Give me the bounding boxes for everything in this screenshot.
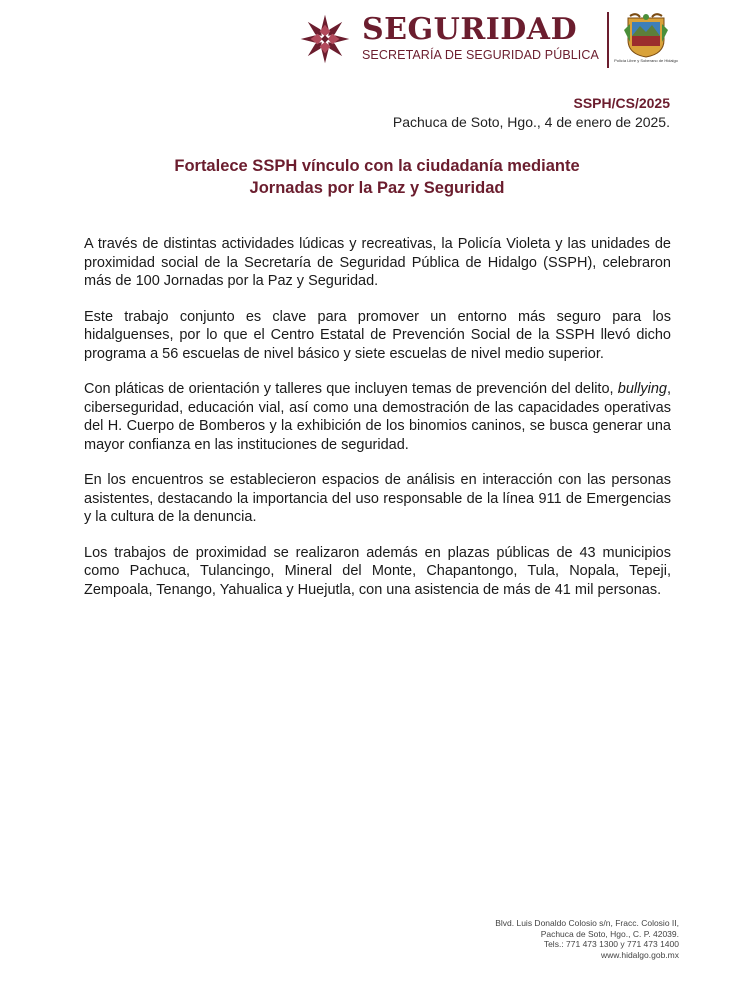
headline: [84, 155, 670, 199]
footer-line-2: Pachuca de Soto, Hgo., C. P. 42039.: [540, 928, 679, 939]
paragraph-2: Este trabajo conjunto es clave para promover un entorno más seguro para los hidalguenses, por lo que el Centro Estatal de Prevención Social de la SSPH llevó dicho programa a 56 escuelas de nivel básico y siete escuelas de nivel medio superior.: [84, 308, 671, 362]
document-reference: SSPH/CS/2025: [573, 95, 670, 111]
header-divider: [607, 12, 609, 68]
seguridad-star-logo-icon: [298, 12, 352, 66]
footer-address: [495, 918, 679, 960]
paragraph-4: En los encuentros se establecieron espacios de análisis en interacción con las personas asistentes, destacando la importancia del uso responsable de la línea 911 de Emergencias y la cultura de la denuncia.: [84, 472, 671, 525]
dateline: Pachuca de Soto, Hgo., 4 de enero de 2025.: [392, 114, 670, 130]
shield-caption: Policía Libre y Soberano de Hidalgo: [614, 58, 678, 63]
footer-line-3: Tels.: 771 473 1300 y 771 473 1400: [543, 939, 679, 949]
paragraph-1: A través de distintas actividades lúdicas y recreativas, la Policía Violeta y las unidades de proximidad social de la Secretaría de Seguridad Pública de Hidalgo (SSPH), celebraron más de 100 Jornadas por la Paz y Seguridad.: [84, 236, 671, 289]
paragraph-3-end: , ciberseguridad, educación vial, así como una demostración de las capacidades operativas del H. Cuerpo de Bomberos y la exhibición de los binomios caninos, se busca generar una mayor confianza en las instituciones de seguridad.: [84, 381, 671, 453]
headline-line-1: Fortalece SSPH vínculo con la ciudadanía mediante: [174, 157, 580, 175]
paragraph-5: Los trabajos de proximidad se realizaron además en plazas públicas de 43 municipios como Pachuca, Tulancingo, Mineral del Monte, Chapantongo, Tula, Nopala, Tepeji, Zempoala, Tenango, Yahualica y Huejutla, con una asistencia de más de 41 mil personas.: [84, 544, 671, 598]
headline-line-2: Jornadas por la Paz y Seguridad: [249, 179, 505, 197]
brand-title: SEGURIDAD: [362, 12, 578, 47]
paragraph-3-start: Con pláticas de orientación y talleres que incluyen temas de prevención del delito,: [84, 381, 618, 397]
article-body: [84, 235, 671, 616]
footer-line-1: Blvd. Luis Donaldo Colosio s/n, Fracc. Colosio II,: [495, 918, 679, 928]
paragraph-3: [84, 380, 671, 454]
hidalgo-coat-of-arms-icon: [622, 12, 670, 58]
footer-website: www.hidalgo.gob.mx: [601, 949, 679, 960]
letterhead: [0, 0, 749, 80]
brand-subtitle: SECRETARÍA DE SEGURIDAD PÚBLICA: [362, 48, 599, 62]
paragraph-3-italic-term: bullying: [617, 381, 667, 397]
